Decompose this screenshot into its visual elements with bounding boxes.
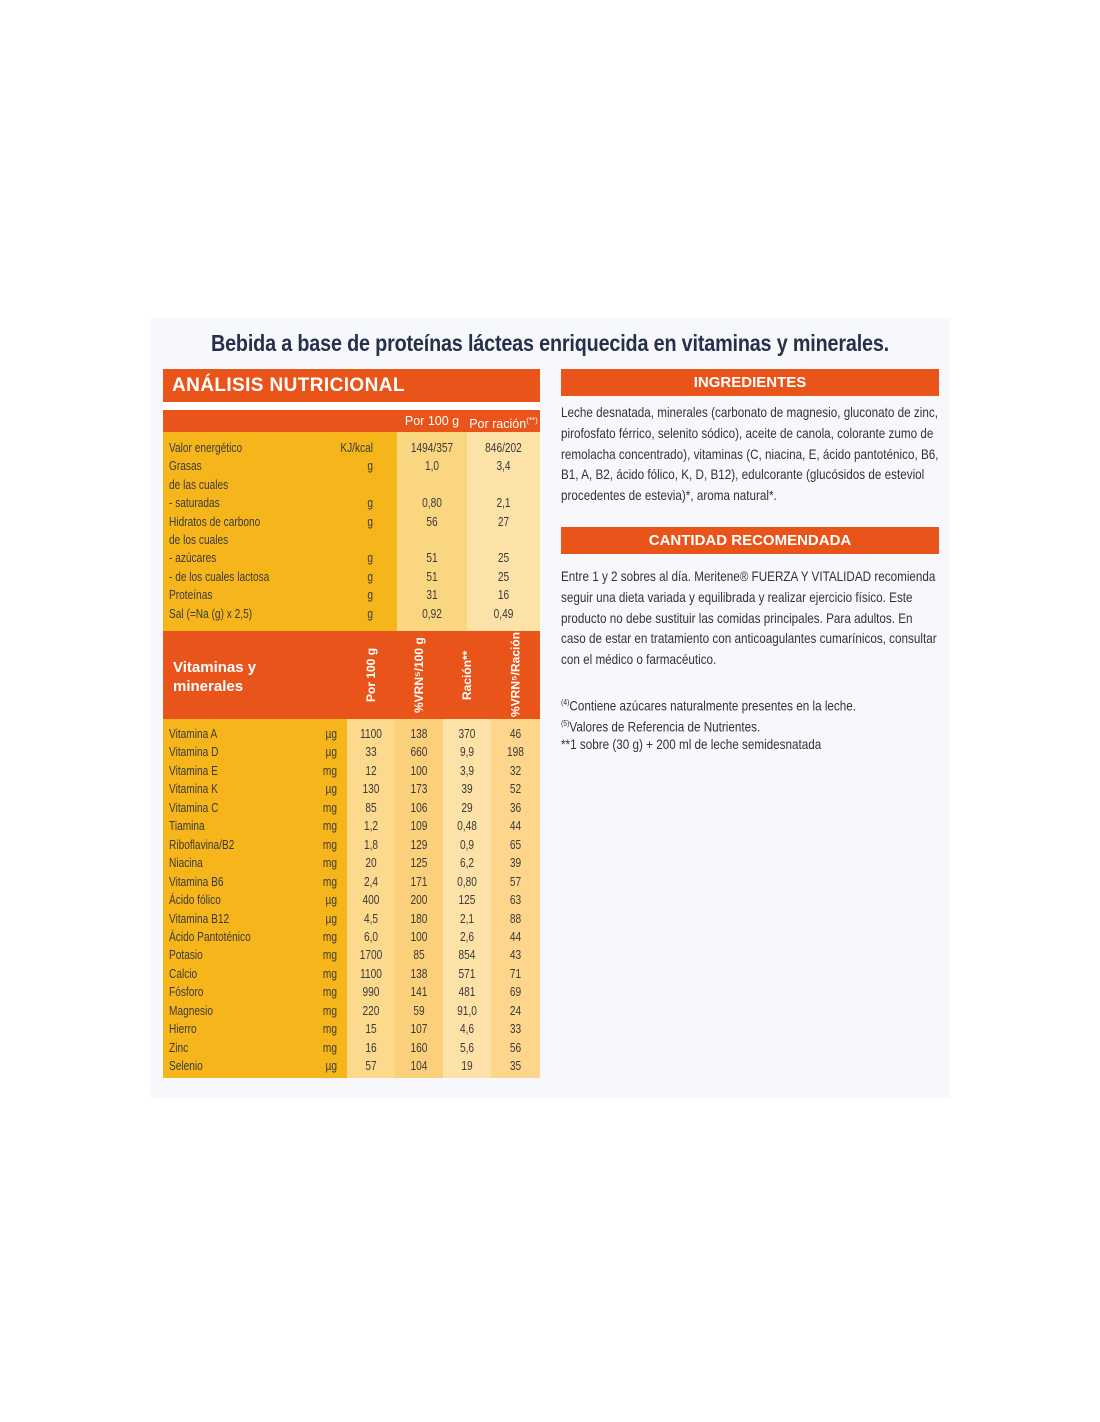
nutrient-label: - saturadas (169, 495, 220, 511)
vitamin-label: Vitamina K (169, 781, 218, 797)
vitamin-unit: µg (325, 910, 337, 926)
ingredients-text: Leche desnatada, minerales (carbonato de magnesio, gluconato de zinc, pirofosfato férrico, selenito sódico), aceite de canola, colorante zumo de remolacha concentrado), vitaminas (C, niacina, E, ácido pantoténico, B6, B1, A, B2, ácido fólico, K, D, B12), edulcorante (glucósidos de esteviol procedentes de estevia)*, aroma natural*. (561, 405, 939, 504)
vitamin-label: Niacina (169, 855, 203, 871)
nutrient-unit: g (367, 513, 373, 529)
nutrient-per100: 0,80 (422, 495, 442, 511)
vcol-per100: Por 100 g (364, 647, 378, 703)
vitamin-per100: 400 (362, 892, 380, 908)
nutrient-label: Grasas (169, 458, 202, 474)
vitamin-portion: 2,1 (459, 910, 475, 926)
recommended-heading: CANTIDAD RECOMENDADA (561, 527, 939, 554)
vitamin-unit: mg (322, 855, 337, 871)
page-title: Bebida a base de proteínas lácteas enriquecida en vitaminas y minerales. (210, 330, 890, 356)
vitamin-portion: 854 (458, 947, 476, 963)
vitamin-portion: 571 (458, 965, 476, 981)
nutrient-portion: 846/202 (485, 440, 522, 455)
nutrient-label: - azúcares (169, 550, 217, 566)
vitamin-unit: µg (325, 726, 337, 741)
vitamin-label: Tiamina (169, 818, 205, 834)
vitamin-portion: 9,9 (459, 744, 475, 760)
vitamin-portion: 481 (458, 984, 476, 1000)
vitamin-label: Magnesio (169, 1002, 213, 1018)
vitamin-unit: µg (325, 1058, 337, 1074)
vitamin-vrn100: 160 (410, 1039, 428, 1055)
vitamin-vrn100: 660 (410, 744, 428, 760)
vitamin-per100: 33 (365, 744, 377, 760)
nutrient-label: de las cuales (169, 476, 229, 492)
nutrient-portion: 16 (497, 587, 510, 603)
vitamin-vrnportion: 32 (509, 762, 522, 778)
vitamin-per100: 1,2 (363, 818, 379, 834)
vitamin-label: Fósforo (169, 984, 204, 1000)
vitamin-label: Potasio (169, 947, 203, 963)
nutrient-unit: g (367, 568, 373, 584)
vitamin-unit: mg (322, 984, 337, 1000)
vitamin-vrnportion: 52 (509, 781, 522, 797)
nutrient-label: - de los cuales lactosa (169, 568, 270, 584)
nutrient-per100: 51 (426, 568, 438, 584)
vitamin-portion: 370 (458, 726, 476, 741)
vitamin-label: Hierro (169, 1021, 197, 1037)
vitamin-vrnportion: 43 (509, 947, 522, 963)
vitamin-label: Selenio (169, 1058, 203, 1074)
vitamin-vrn100: 85 (413, 947, 425, 963)
nutrient-per100: 51 (426, 550, 438, 566)
vitamin-unit: mg (322, 873, 337, 889)
vitamin-label: Calcio (169, 965, 198, 981)
nutrient-per100: 1,0 (424, 458, 440, 474)
nutrient-per100: 0,92 (422, 605, 442, 621)
vcol-portion: Ración** (460, 650, 474, 700)
vitamin-vrnportion: 44 (509, 928, 522, 944)
vitamin-vrnportion: 46 (509, 726, 522, 741)
vitamin-vrnportion: 24 (509, 1002, 522, 1018)
vitamin-vrnportion: 198 (507, 744, 524, 760)
vitamin-vrnportion: 71 (509, 965, 522, 981)
nutrient-label: Hidratos de carbono (169, 513, 261, 529)
vitamin-vrn100: 100 (410, 928, 428, 944)
vitamin-vrn100: 180 (410, 910, 428, 926)
vitamin-vrn100: 129 (410, 836, 428, 852)
vitamin-per100: 1700 (359, 947, 383, 963)
note-5: $^{(5)}$Valores de Referencia de Nutrientes. (561, 719, 761, 735)
vitamin-vrn100: 125 (410, 855, 428, 871)
vitamin-label: Vitamina B12 (169, 910, 230, 926)
vitamin-vrnportion: 35 (509, 1058, 522, 1074)
vitamin-per100: 20 (365, 855, 377, 871)
vitamin-vrnportion: 88 (509, 910, 522, 926)
col-portion-header: Por ración(**) (467, 410, 540, 432)
col-per100-header: Por 100 g (397, 410, 467, 432)
vcol-vrnportion: %VRN⁵/Ración (508, 632, 523, 718)
vitamin-vrnportion: 69 (509, 984, 522, 1000)
vitamin-unit: mg (322, 1039, 337, 1055)
vitamin-vrnportion: 56 (509, 1039, 522, 1055)
note-4: $^{(4)}$Contiene azúcares naturalmente presentes en la leche. (561, 698, 857, 714)
nutrient-label: de los cuales (169, 532, 229, 547)
nutrient-portion: 27 (497, 513, 510, 529)
vitamin-portion: 5,6 (459, 1039, 475, 1055)
vitamin-unit: mg (322, 1021, 337, 1037)
vitamin-portion: 39 (461, 781, 473, 797)
vitamins-heading: Vitaminas y minerales (173, 659, 257, 695)
nutrient-label: Sal (=Na (g) x 2,5) (169, 605, 253, 621)
vitamin-vrnportion: 33 (509, 1021, 522, 1037)
vcol-vrn100: %VRN⁵/100 g (412, 637, 426, 713)
vitamin-unit: µg (325, 744, 337, 760)
vitamin-per100: 4,5 (363, 910, 379, 926)
vitamin-label: Ácido fólico (169, 892, 221, 908)
vitamin-portion: 6,2 (459, 855, 475, 871)
vitamin-unit: mg (322, 818, 337, 834)
vitamin-per100: 16 (365, 1039, 377, 1055)
vitamin-label: Riboflavina/B2 (169, 836, 235, 852)
divider (163, 402, 540, 410)
vitamin-per100: 12 (365, 762, 377, 778)
vitamin-vrn100: 59 (413, 1002, 425, 1018)
vitamin-unit: µg (325, 892, 337, 908)
nutrient-unit: KJ/kcal (340, 440, 373, 455)
nutrient-per100: 1494/357 (410, 440, 454, 455)
vitamin-per100: 220 (362, 1002, 380, 1018)
vitamin-per100: 1,8 (363, 836, 379, 852)
analysis-heading: ANÁLISIS NUTRICIONAL (163, 369, 540, 402)
vitamin-label: Vitamina A (169, 726, 218, 741)
vitamin-portion: 2,6 (459, 928, 475, 944)
vitamin-unit: mg (322, 1002, 337, 1018)
nutrient-label: Proteínas (169, 587, 213, 603)
vitamin-vrnportion: 65 (509, 836, 522, 852)
vitamin-vrnportion: 44 (509, 818, 522, 834)
vitamin-label: Zinc (169, 1039, 189, 1055)
vitamin-label: Vitamina C (169, 799, 219, 815)
vitamin-vrn100: 141 (410, 984, 428, 1000)
vitamin-per100: 15 (365, 1021, 377, 1037)
nutrient-portion: 2,1 (496, 495, 511, 511)
nutrient-portion: 25 (497, 550, 510, 566)
vitamin-per100: 57 (365, 1058, 377, 1074)
vitamin-portion: 0,48 (457, 818, 477, 834)
vitamin-portion: 4,6 (459, 1021, 475, 1037)
vitamin-per100: 2,4 (363, 873, 379, 889)
vitamin-portion: 91,0 (457, 1002, 477, 1018)
vitamin-vrnportion: 39 (509, 855, 522, 871)
nutrient-unit: g (367, 587, 373, 603)
nutrient-unit: g (367, 495, 373, 511)
vitamin-vrn100: 106 (410, 799, 428, 815)
nutrient-portion: 3,4 (496, 458, 511, 474)
vitamin-per100: 1100 (360, 965, 382, 981)
vitamin-vrnportion: 36 (509, 799, 522, 815)
vitamin-vrn100: 107 (410, 1021, 428, 1037)
vitamin-unit: mg (322, 799, 337, 815)
vitamin-vrn100: 109 (410, 818, 428, 834)
nutrient-unit: g (367, 458, 373, 474)
vitamin-per100: 990 (362, 984, 380, 1000)
vitamin-label: Vitamina E (169, 762, 218, 778)
vitamin-label: Ácido Pantoténico (169, 928, 251, 944)
vitamin-portion: 19 (461, 1058, 473, 1074)
nutrient-portion: 0,49 (493, 605, 514, 621)
vitamin-vrnportion: 57 (509, 873, 522, 889)
vitamin-per100: 6,0 (363, 928, 379, 944)
vitamin-unit: mg (322, 762, 337, 778)
header-blank (163, 410, 397, 432)
nutrition-table (163, 402, 540, 1078)
vitamin-per100: 85 (365, 799, 377, 815)
vitamin-portion: 3,9 (459, 762, 475, 778)
nutrient-per100: 56 (426, 513, 438, 529)
recommended-text: Entre 1 y 2 sobres al día. Meritene® FUERZA Y VITALIDAD recomienda seguir una dieta variada y equilibrada y realizar ejercicio físico. Este producto no debe sustituir las comidas principales. Para adultos. En caso de estar en tratamiento con anticoagulantes cumarínicos, consultar con el médico o farmacéutico. (561, 569, 937, 668)
vitamin-vrn100: 138 (410, 965, 428, 981)
vitamin-portion: 0,80 (457, 873, 477, 889)
vitamin-vrn100: 138 (410, 726, 428, 741)
nutrient-portion: 25 (497, 568, 510, 584)
vitamin-unit: µg (325, 781, 337, 797)
vitamin-vrn100: 171 (410, 873, 428, 889)
vitamin-vrnportion: 63 (509, 892, 522, 908)
vitamin-per100: 130 (362, 781, 380, 797)
vitamin-label: Vitamina D (169, 744, 219, 760)
note-portion: **1 sobre (30 g) + 200 ml de leche semidesnatada (561, 737, 822, 752)
vitamin-vrn100: 100 (410, 762, 428, 778)
vitamin-portion: 125 (458, 892, 476, 908)
nutrient-per100: 31 (426, 587, 438, 603)
nutrient-unit: g (367, 550, 373, 566)
ingredients-heading: INGREDIENTES (561, 369, 939, 396)
vitamin-label: Vitamina B6 (169, 873, 224, 889)
vitamin-unit: mg (322, 965, 337, 981)
nutrient-unit: g (367, 605, 373, 621)
vitamin-per100: 1100 (360, 726, 382, 741)
vitamin-unit: mg (322, 836, 337, 852)
nutrient-label: Valor energético (169, 440, 243, 455)
vitamin-vrn100: 200 (410, 892, 428, 908)
vitamin-portion: 29 (461, 799, 473, 815)
vitamin-vrn100: 104 (410, 1058, 428, 1074)
vitamin-portion: 0,9 (459, 836, 475, 852)
vitamin-unit: mg (322, 928, 337, 944)
vitamin-vrn100: 173 (410, 781, 428, 797)
vitamin-unit: mg (322, 947, 337, 963)
